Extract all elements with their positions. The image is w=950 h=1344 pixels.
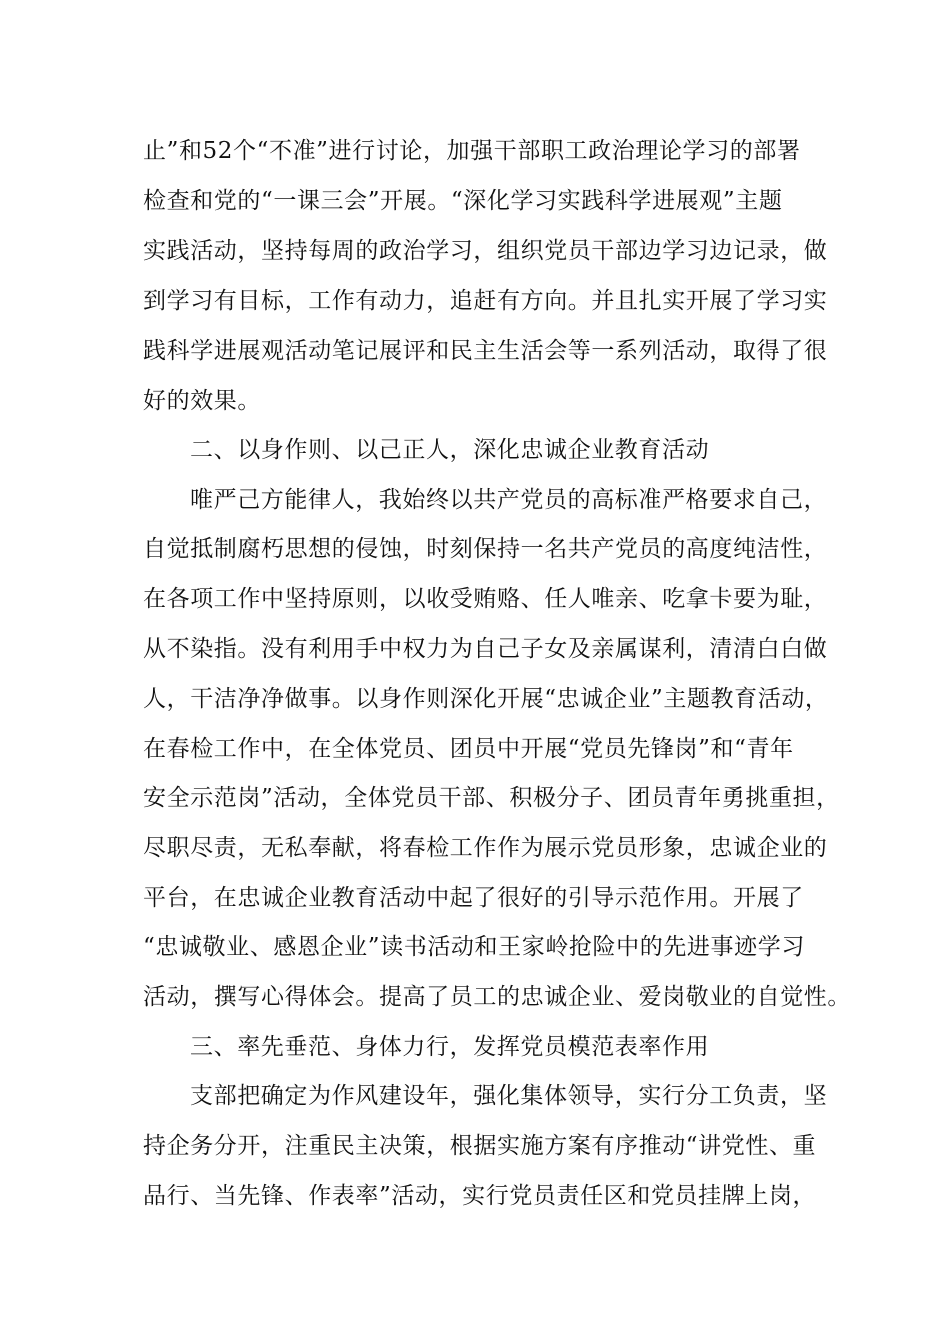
paragraph-line: 践科学进展观活动笔记展评和民主生活会等一系列活动，取得了很 [143,338,828,364]
paragraph-line: 平台，在忠诚企业教育活动中起了很好的引导示范作用。开展了 [143,885,804,911]
paragraph-line: “忠诚敬业、感恩企业”读书活动和王家岭抢险中的先进事迹学习 [143,934,805,960]
paragraph-line: 好的效果。 [143,388,261,414]
paragraph-line: 到学习有目标，工作有动力，追赶有方向。并且扎实开展了学习实 [143,288,828,314]
paragraph-line: 支部把确定为作风建设年，强化集体领导，实行分工负责，坚 [190,1083,828,1109]
paragraph-line: 在春检工作中，在全体党员、团员中开展“党员先锋岗”和“青年 [143,736,794,762]
paragraph-line: 人，干洁净净做事。以身作则深化开展“忠诚企业”主题教育活动， [143,686,829,712]
paragraph-line: 尽职尽责，无私奉献，将春检工作作为展示党员形象，忠诚企业的 [143,835,828,861]
section-heading: 三、率先垂范、身体力行，发挥党员模范表率作用 [190,1034,710,1060]
paragraph-line: 唯严己方能律人，我始终以共产党员的高标准严格要求自己， [190,487,828,513]
paragraph-line: 活动，撰写心得体会。提高了员工的忠诚企业、爱岗敬业的自觉性。 [143,984,851,1010]
paragraph-line: 安全示范岗”活动，全体党员干部、积极分子、团员青年勇挑重担， [143,785,840,811]
section-heading: 二、以身作则、以己正人，深化忠诚企业教育活动 [190,437,710,463]
paragraph-line: 持企务分开，注重民主决策，根据实施方案有序推动“讲党性、重 [143,1133,817,1159]
paragraph-line: 实践活动，坚持每周的政治学习，组织党员干部边学习边记录，做 [143,238,828,264]
paragraph-line: 自觉抵制腐朽思想的侵蚀，时刻保持一名共产党员的高度纯洁性， [143,536,828,562]
paragraph-line: 在各项工作中坚持原则，以收受贿赂、任人唯亲、吃拿卡要为耻， [143,586,828,612]
paragraph-line: 品行、当先锋、作表率”活动，实行党员责任区和党员挂牌上岗， [143,1183,817,1209]
paragraph-line: 从不染指。没有利用手中权力为自己子女及亲属谋利，清清白白做 [143,636,828,662]
paragraph-line: 检查和党的“一课三会”开展。“深化学习实践科学进展观”主题 [143,188,783,214]
paragraph-line: 止”和52个“不准”进行讨论，加强干部职工政治理论学习的部署 [143,138,801,164]
